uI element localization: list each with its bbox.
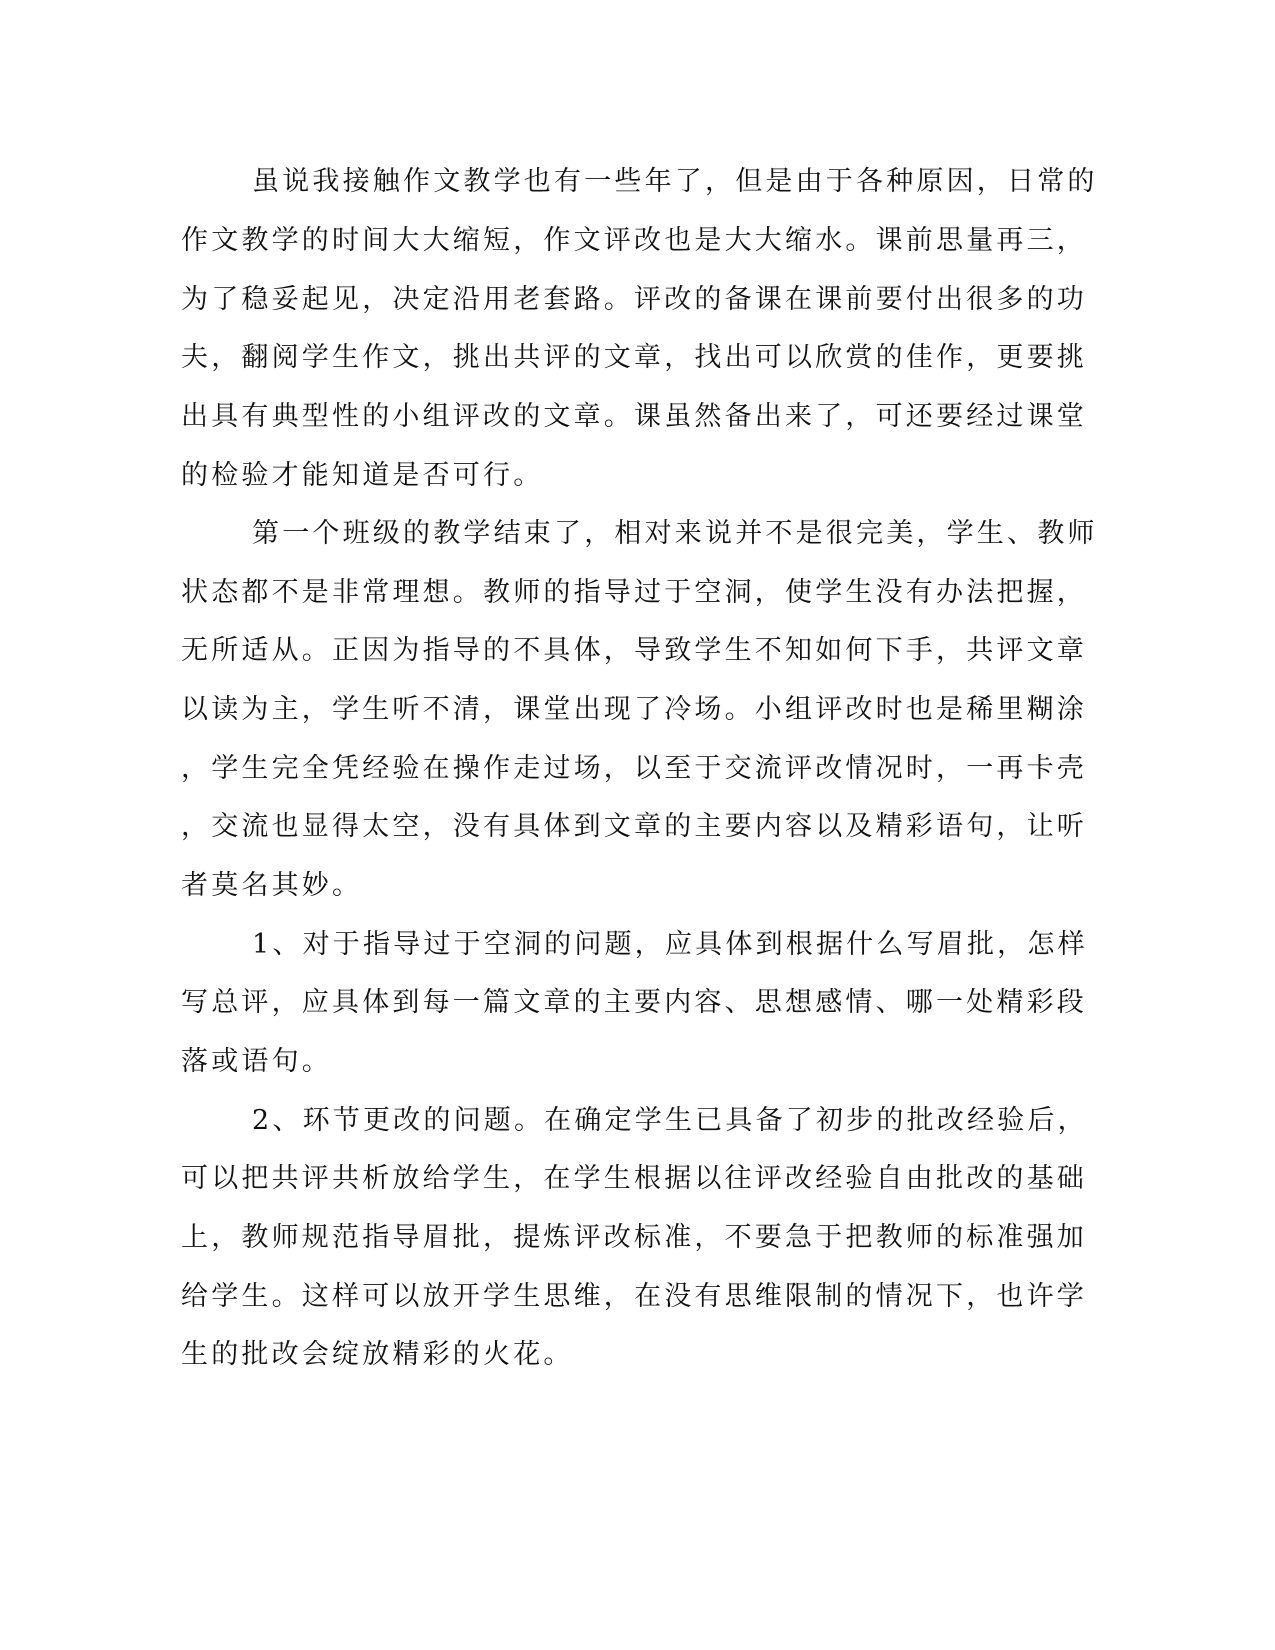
paragraph-line: 第一个班级的教学结束了，相对来说并不是很完美，学生、教师 <box>252 518 1098 549</box>
paragraph-line: 生的批改会绽放精彩的火花。 <box>181 1339 574 1370</box>
paragraph-line: 上，教师规范指导眉批，提炼评改标准，不要急于把教师的标准强加 <box>181 1222 1087 1253</box>
paragraph-line: 虽说我接触作文教学也有一些年了，但是由于各种原因，日常的 <box>252 166 1098 197</box>
paragraph-line: ，交流也显得太空，没有具体到文章的主要内容以及精彩语句，让听 <box>181 811 1087 842</box>
paragraph-line: 给学生。这样可以放开学生思维，在没有思维限制的情况下，也许学 <box>181 1281 1087 1312</box>
paragraph-line: 无所适从。正因为指导的不具体，导致学生不知如何下手，共评文章 <box>181 635 1087 666</box>
paragraph-line: 作文教学的时间大大缩短，作文评改也是大大缩水。课前思量再三， <box>181 225 1087 256</box>
paragraph-line: 1、对于指导过于空洞的问题，应具体到根据什么写眉批，怎样 <box>252 929 1088 960</box>
paragraph-line: 为了稳妥起见，决定沿用老套路。评改的备课在课前要付出很多的功 <box>181 284 1087 315</box>
paragraph-line: 状态都不是非常理想。教师的指导过于空洞，使学生没有办法把握， <box>181 577 1087 608</box>
paragraph-line: ，学生完全凭经验在操作走过场，以至于交流评改情况时，一再卡壳 <box>181 753 1087 784</box>
paragraph-line: 写总评，应具体到每一篇文章的主要内容、思想感情、哪一处精彩段 <box>181 987 1087 1018</box>
paragraph-line: 以读为主，学生听不清，课堂出现了冷场。小组评改时也是稀里糊涂 <box>181 694 1087 725</box>
paragraph-line: 可以把共评共析放给学生，在学生根据以往评改经验自由批改的基础 <box>181 1163 1087 1194</box>
paragraph-line: 2、环节更改的问题。在确定学生已具备了初步的批改经验后， <box>252 1105 1088 1136</box>
paragraph-line: 者莫名其妙。 <box>181 870 363 901</box>
paragraph-line: 夫，翻阅学生作文，挑出共评的文章，找出可以欣赏的佳作，更要挑 <box>181 342 1087 373</box>
paragraph-line: 落或语句。 <box>181 1046 332 1077</box>
paragraph-line: 出具有典型性的小组评改的文章。课虽然备出来了，可还要经过课堂 <box>181 401 1087 432</box>
paragraph-line: 的检验才能知道是否可行。 <box>181 460 544 491</box>
